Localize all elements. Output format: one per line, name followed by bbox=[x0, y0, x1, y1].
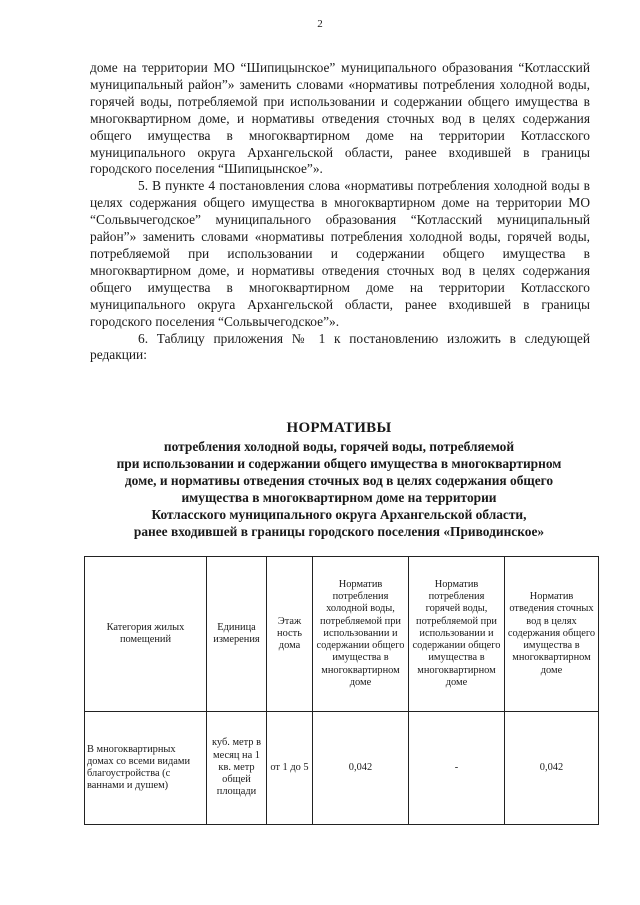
header-wastewater: Норматив отведения сточных вод в целях содержания общего имущества в многоквартирном доме bbox=[505, 557, 599, 712]
cell-hot-water: - bbox=[409, 712, 505, 825]
cell-unit: куб. метр в месяц на 1 кв. метр общей площади bbox=[207, 712, 267, 825]
header-hot-water: Норматив потребления горячей воды, потребляемой при использовании и содержании общего имущества в многоквартирном доме bbox=[409, 557, 505, 712]
cell-floors: от 1 до 5 bbox=[267, 712, 313, 825]
norms-table bbox=[84, 556, 599, 825]
title-line: имущества в многоквартирном доме на территории bbox=[181, 490, 497, 505]
title-line: Котласского муниципального округа Архангельской области, bbox=[151, 507, 527, 522]
header-category: Категория жилых помещений bbox=[85, 557, 207, 712]
cell-wastewater: 0,042 bbox=[505, 712, 599, 825]
title-line: доме, и нормативы отведения сточных вод в целях содержания общего bbox=[124, 473, 554, 488]
title-heading: НОРМАТИВЫ bbox=[286, 420, 392, 436]
cell-cold-water: 0,042 bbox=[313, 712, 409, 825]
header-cold-water: Норматив потребления холодной воды, потребляемой при использовании и содержании общего имущества в многоквартирном доме bbox=[313, 557, 409, 712]
paragraph: 6. Таблицу приложения № 1 к постановлению изложить в следующей редакции: bbox=[90, 330, 590, 363]
header-unit: Единица измерения bbox=[207, 557, 267, 712]
table-header-row bbox=[85, 557, 599, 712]
body-text bbox=[90, 60, 590, 364]
title-line: потребления холодной воды, горячей воды, потребляемой bbox=[163, 439, 515, 454]
page-number: 2 bbox=[317, 18, 323, 30]
cell-category: В многоквартирных домах со всеми видами благоустройства (с ваннами и душем) bbox=[85, 712, 207, 825]
paragraph: доме на территории МО “Шипицынское” муниципального образования “Котласский муниципальный район”» заменить словами «нормативы потребления холодной воды, горячей воды, потребляемой при использовании и содержании общего имущества в многоквартирном доме, и нормативы отведения сточных вод в целях содержания общего имущества в многоквартирном доме на территории Котласского муниципального округа Архангельской области, ранее входившей в границы городского поселения “Шипицынское”». bbox=[90, 60, 590, 177]
title-line: при использовании и содержании общего имущества в многоквартирном bbox=[116, 456, 562, 471]
title-line: ранее входившей в границы городского поселения «Приводинское» bbox=[133, 524, 545, 539]
header-floors: Этаж ность дома bbox=[267, 557, 313, 712]
norms-title bbox=[84, 420, 594, 540]
paragraph: 5. В пункте 4 постановления слова «нормативы потребления холодной воды в целях содержания общего имущества в многоквартирном доме на территории МО “Сольвычегодское” муниципального образования “Котласский муниципальный район”» заменить словами «нормативы потребления холодной воды, горячей воды, потребляемой при использовании и содержании общего имущества в многоквартирном доме, и нормативы отведения сточных вод в целях содержания общего имущества в многоквартирном доме на территории Котласского муниципального округа Архангельской области, ранее входившей в границы городского поселения “Сольвычегодское”». bbox=[90, 178, 590, 329]
table-row bbox=[85, 712, 599, 825]
